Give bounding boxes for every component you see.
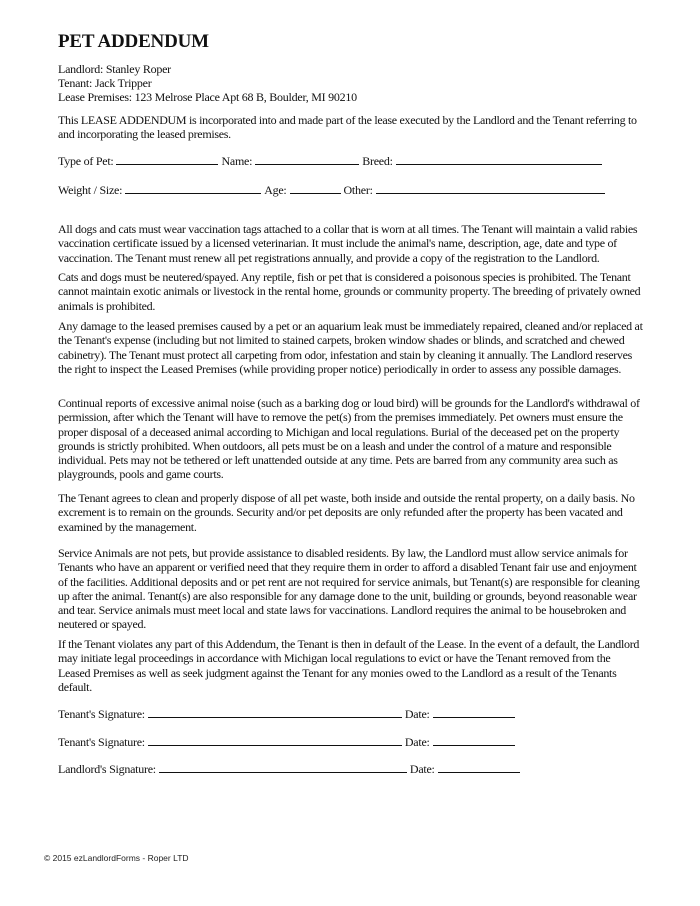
pet-fields-row-1 [58, 153, 605, 168]
name-label: Name: [221, 154, 253, 168]
waste-paragraph: The Tenant agrees to clean and properly dispose of all pet waste, both inside and outside the rental property, on a daily basis. No excrement is to remain on the grounds. Security and/or pet deposits are only refunded after the property has been vacated and examined by the management. [58, 491, 635, 534]
tenant-signature-field[interactable] [148, 706, 402, 718]
tenant-line: Tenant: Jack Tripper [58, 76, 152, 90]
date-field[interactable] [438, 761, 520, 773]
breed-label: Breed: [362, 154, 393, 168]
neuter-paragraph: Cats and dogs must be neutered/spayed. Any reptile, fish or pet that is considered a poisonous species is prohibited. The Tenant cannot maintain exotic animals or livestock in the rental home, grounds or community property. The breeding of privately owned animals is prohibited. [58, 270, 641, 313]
date-field[interactable] [433, 706, 515, 718]
type-of-pet-label: Type of Pet: [58, 154, 114, 168]
signature-row [58, 706, 518, 721]
other-label: Other: [343, 183, 373, 197]
default-paragraph: If the Tenant violates any part of this Addendum, the Tenant is then in default of the Lease. In the event of a default, the Landlord may initiate legal proceedings in accordance with Michigan local regulations to evict or have the Tenant removed from the Leased Premises as well as seek judgment against the Tenant for any monies owed to the Landlord as a result of the Tenants default. [58, 637, 640, 694]
other-field[interactable] [376, 182, 605, 194]
age-label: Age: [264, 183, 287, 197]
damage-paragraph: Any damage to the leased premises caused by a pet or an aquarium leak must be immediately repaired, cleaned and/or replaced at the Tenant's expense (including but not limited to stained carpets, broken window shades or blinds, and scratched and chewed cabinetry). The Tenant must protect all carpeting from odor, infestation and stain by cleaning it annually. The Landlord reserves the right to inspect the Leased Premises (while providing proper notice) periodically in order to assess any possible damages. [58, 319, 643, 376]
signature-row [58, 734, 518, 749]
type-of-pet-field[interactable] [116, 153, 218, 165]
date-label: Date: [409, 762, 435, 776]
weight-size-label: Weight / Size: [58, 183, 123, 197]
tenant-signature-field[interactable] [148, 734, 402, 746]
document-title: PET ADDENDUM [58, 31, 209, 52]
date-label: Date: [404, 735, 430, 749]
pet-fields-row-2 [58, 182, 608, 197]
breed-field[interactable] [396, 153, 602, 165]
premises-line: Lease Premises: 123 Melrose Place Apt 68 B, Boulder, MI 90210 [58, 90, 357, 104]
signature-label: Tenant's Signature: [58, 707, 145, 721]
pet-name-field[interactable] [255, 153, 359, 165]
date-label: Date: [404, 707, 430, 721]
weight-size-field[interactable] [125, 182, 261, 194]
signature-label: Landlord's Signature: [58, 762, 156, 776]
copyright-footer: © 2015 ezLandlordForms - Roper LTD [44, 853, 189, 863]
landlord-signature-field[interactable] [159, 761, 407, 773]
signature-row [58, 761, 523, 776]
date-field[interactable] [433, 734, 515, 746]
landlord-line: Landlord: Stanley Roper [58, 62, 171, 76]
noise-paragraph: Continual reports of excessive animal noise (such as a barking dog or loud bird) will be grounds for the Landlord's withdrawal of permission, after which the Tenant will have to remove the pet(s) from the premises immediately. Pet owners must ensure the proper disposal of a deceased animal according to Michigan and local regulations. Burial of the deceased pet on the property grounds is strictly prohibited. When outdoors, all pets must be on a leash and under the control of a mature and responsible individual. Pets may not be tethered or left unattended outside at any time. Pets are barred from any community area such as playgrounds, pools and game courts. [58, 396, 640, 482]
vaccination-paragraph: All dogs and cats must wear vaccination tags attached to a collar that is worn at all times. The Tenant will maintain a valid rabies vaccination certificate issued by a licensed veterinarian. It must include the animal's name, description, age, date and type of vaccination. The Tenant must renew all pet registrations annually, and provide a copy of the registration to the Landlord. [58, 222, 638, 265]
service-animals-paragraph: Service Animals are not pets, but provide assistance to disabled residents. By law, the Landlord must allow service animals for Tenants who have an apparent or verified need that they require them in order to afford a disabled Tenant fair use and enjoyment of the facilities. Additional deposits and or pet rent are not required for service animals, but Tenant(s) are responsible for cleaning up after the animal. Tenant(s) are also responsible for any damage done to the unit, building or grounds, beyond reasonable wear and tear. Service animals must meet local and state laws for vaccinations. Landlord requires the animal to be housebroken and neutered or spayed. [58, 546, 640, 632]
intro-paragraph: This LEASE ADDENDUM is incorporated into and made part of the lease executed by the Landlord and the Tenant referring to and incorporating the leased premises. [58, 113, 637, 142]
signature-label: Tenant's Signature: [58, 735, 145, 749]
age-field[interactable] [290, 182, 341, 194]
